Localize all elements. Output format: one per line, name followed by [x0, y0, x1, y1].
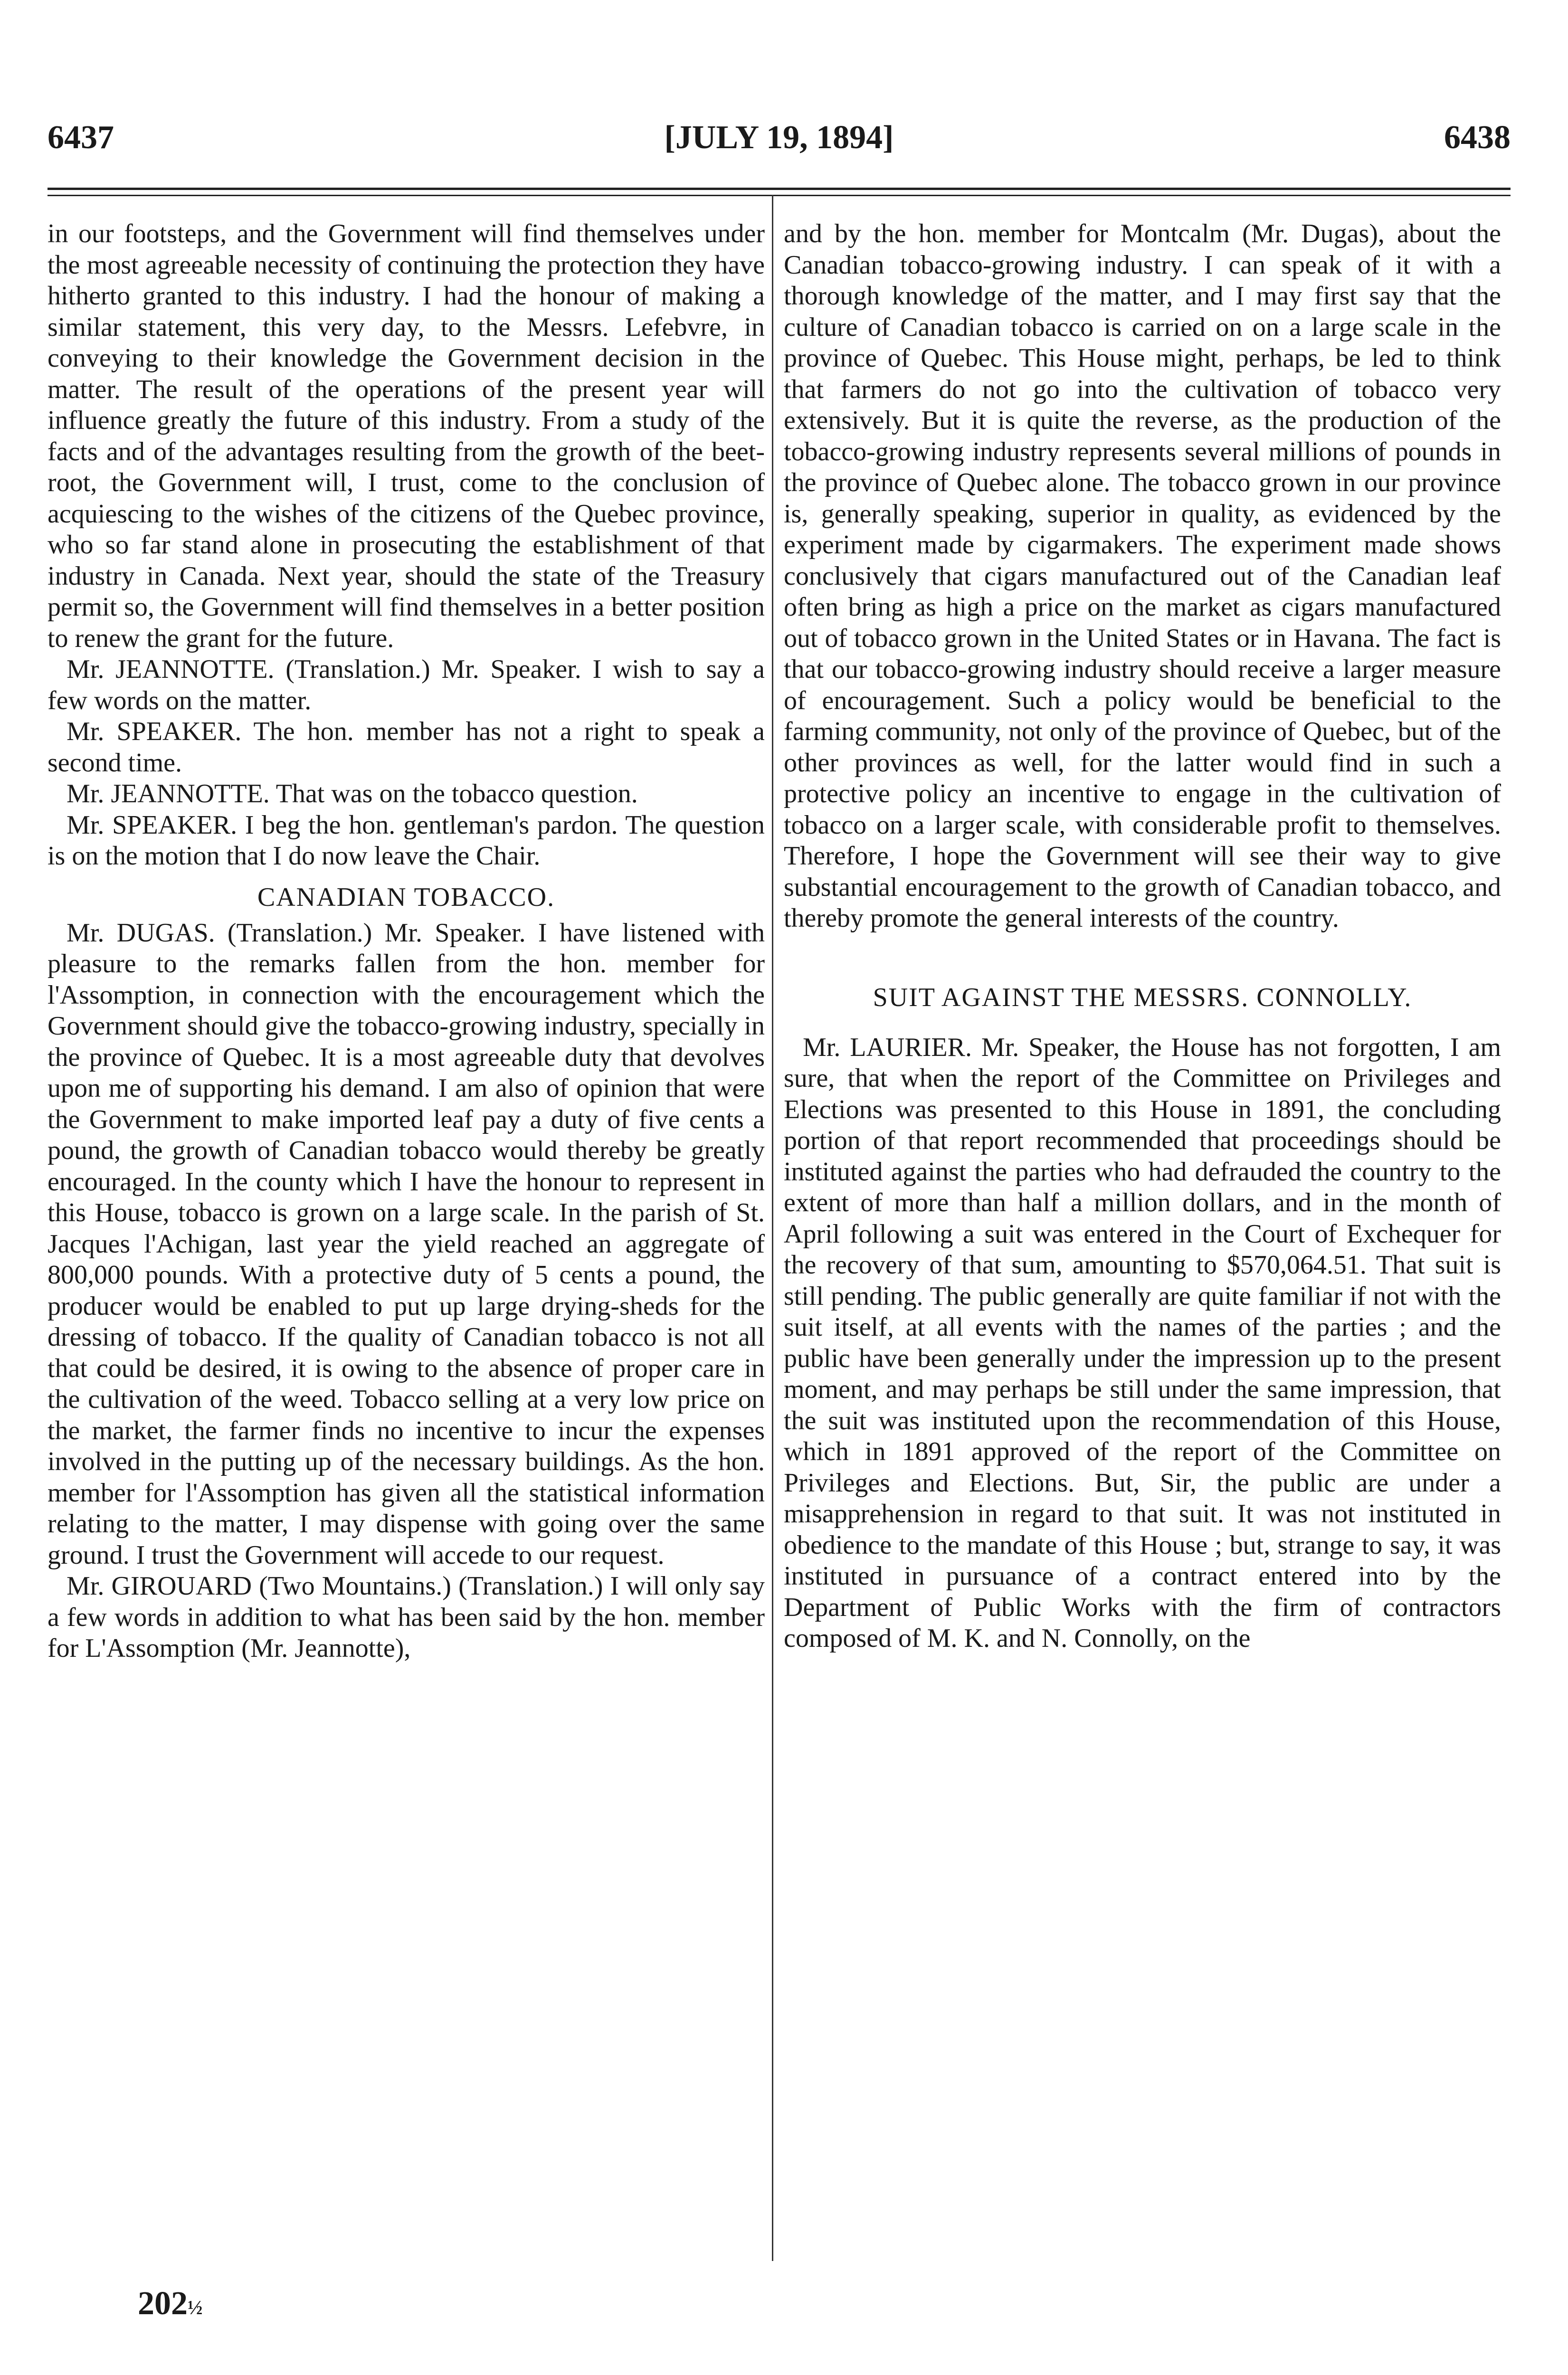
right-page-number: 6438 [1444, 119, 1511, 156]
left-column [48, 218, 765, 1664]
left-paragraph-continued: in our footsteps, and the Government will find themselves under the most agreeable necessity of continuing the protection they have hitherto granted to this industry. I had the honour of making a similar statement, this very day, to the Messrs. Lefebvre, in conveying to their knowledge the Government decision in the matter. The result of the operations of the present year will influence greatly the future of this industry. From a study of the facts and of the advantages resulting from the growth of the beet-root, the Government will, I trust, come to the conclusion of acquiescing to the wishes of the citizens of the Quebec province, who so far stand alone in prosecuting the establishment of that industry in Canada. Next year, should the state of the Treasury permit so, the Government will find themselves in a better position to renew the grant for the future. [48, 219, 765, 653]
page-header [48, 119, 1511, 157]
header-rule-bottom [48, 195, 1511, 196]
speech-speaker-2: Mr. SPEAKER. I beg the hon. gentleman's pardon. The question is on the motion that I do now leave the Chair. [48, 810, 765, 871]
header-rule-top [48, 188, 1511, 190]
header-date: [JULY 19, 1894] [664, 119, 894, 156]
right-column [784, 218, 1501, 1654]
right-paragraph-continued: and by the hon. member for Montcalm (Mr. Dugas), about the Canadian tobacco-growing industry. I can speak of it with a thorough knowledge of the matter, and I may first say that the culture of Canadian tobacco is carried on on a large scale in the province of Quebec. This House might, perhaps, be led to think that farmers do not go into the cultivation of tobacco very extensively. But it is quite the reverse, as the production of the tobacco-growing industry represents several millions of pounds in the province of Quebec alone. The tobacco grown in our province is, generally speaking, superior in quality, as evidenced by the experiment made by cigarmakers. The experiment made shows conclusively that cigars manufactured out of the Canadian leaf often bring as high a price on the market as cigars manufactured out of tobacco grown in the United States or in Havana. The fact is that our tobacco-growing industry should receive a larger measure of encouragement. Such a policy would be beneficial to the farming community, not only of the province of Quebec, but of the other provinces as well, for the latter would find in such a protective policy an incentive to engage in the cultivation of tobacco on a larger scale, with considerable profit to themselves. Therefore, I hope the Government will see their way to give substantial encouragement to the growth of Canadian tobacco, and thereby promote the general interests of the country. [784, 219, 1501, 933]
speech-laurier: Mr. LAURIER. Mr. Speaker, the House has not forgotten, I am sure, that when the report of the Committee on Privileges and Elections was presented to this House in 1891, the concluding portion of that report recommended that proceedings should be instituted against the parties who had defrauded the country to the extent of more than half a million dollars, and in the month of April following a suit was entered in the Court of Exchequer for the recovery of that sum, amounting to $570,064.51. That suit is still pending. The public generally are quite familiar if not with the suit itself, at all events with the names of the parties ; and the public have been generally under the impression up to the present moment, and may perhaps be still under the same impression, that the suit was instituted upon the recommendation of this House, which in 1891 approved of the report of the Committee on Privileges and Elections. But, Sir, the public are under a misapprehension in regard to that suit. It was not instituted in obedience to the mandate of this House ; but, strange to say, it was instituted in pursuance of a contract entered into by the Department of Public Works with the firm of contractors composed of M. K. and N. Connolly, on the [784, 1032, 1501, 1653]
speech-jeannotte-2: Mr. JEANNOTTE. That was on the tobacco question. [67, 779, 638, 808]
speech-girouard: Mr. GIROUARD (Two Mountains.) (Translation.) I will only say a few words in addition to what has been said by the hon. member for L'Assomption (Mr. Jeannotte), [48, 1571, 765, 1663]
left-page-number: 6437 [48, 119, 114, 156]
folio-fraction: ½ [188, 2297, 203, 2319]
folio-number: 202 [138, 2285, 188, 2322]
section-heading-suit-connolly: SUIT AGAINST THE MESSRS. CONNOLLY. [873, 982, 1412, 1012]
folio-mark [138, 2285, 203, 2323]
speech-dugas: Mr. DUGAS. (Translation.) Mr. Speaker. I have listened with pleasure to the remarks fallen from the hon. member for l'Assomption, in connection with the encouragement which the Government should give the tobacco-growing industry, specially in the province of Quebec. It is a most agreeable duty that devolves upon me of supporting his demand. I am also of opinion that were the Government to make imported leaf pay a duty of five cents a pound, the growth of Canadian tobacco would thereby be greatly encouraged. In the county which I have the honour to represent in this House, tobacco is grown on a large scale. In the parish of St. Jacques l'Achigan, last year the yield reached an aggregate of 800,000 pounds. With a protective duty of 5 cents a pound, the producer would be enabled to put up large drying-sheds for the dressing of tobacco. If the quality of Canadian tobacco is not all that could be desired, it is owing to the absence of proper care in the cultivation of the weed. Tobacco selling at a very low price on the market, the farmer finds no incentive to incur the expenses involved in the putting up of the necessary buildings. As the hon. member for l'Assomption has given all the statistical information relating to the matter, I may dispense with going over the same ground. I trust the Government will accede to our request. [48, 918, 765, 1570]
speech-jeannotte-1: Mr. JEANNOTTE. (Translation.) Mr. Speaker. I wish to say a few words on the matter. [48, 655, 765, 715]
section-heading-canadian-tobacco: CANADIAN TOBACCO. [257, 882, 555, 912]
speech-speaker-1: Mr. SPEAKER. The hon. member has not a right to speak a second time. [48, 717, 765, 778]
column-divider [772, 195, 773, 2261]
